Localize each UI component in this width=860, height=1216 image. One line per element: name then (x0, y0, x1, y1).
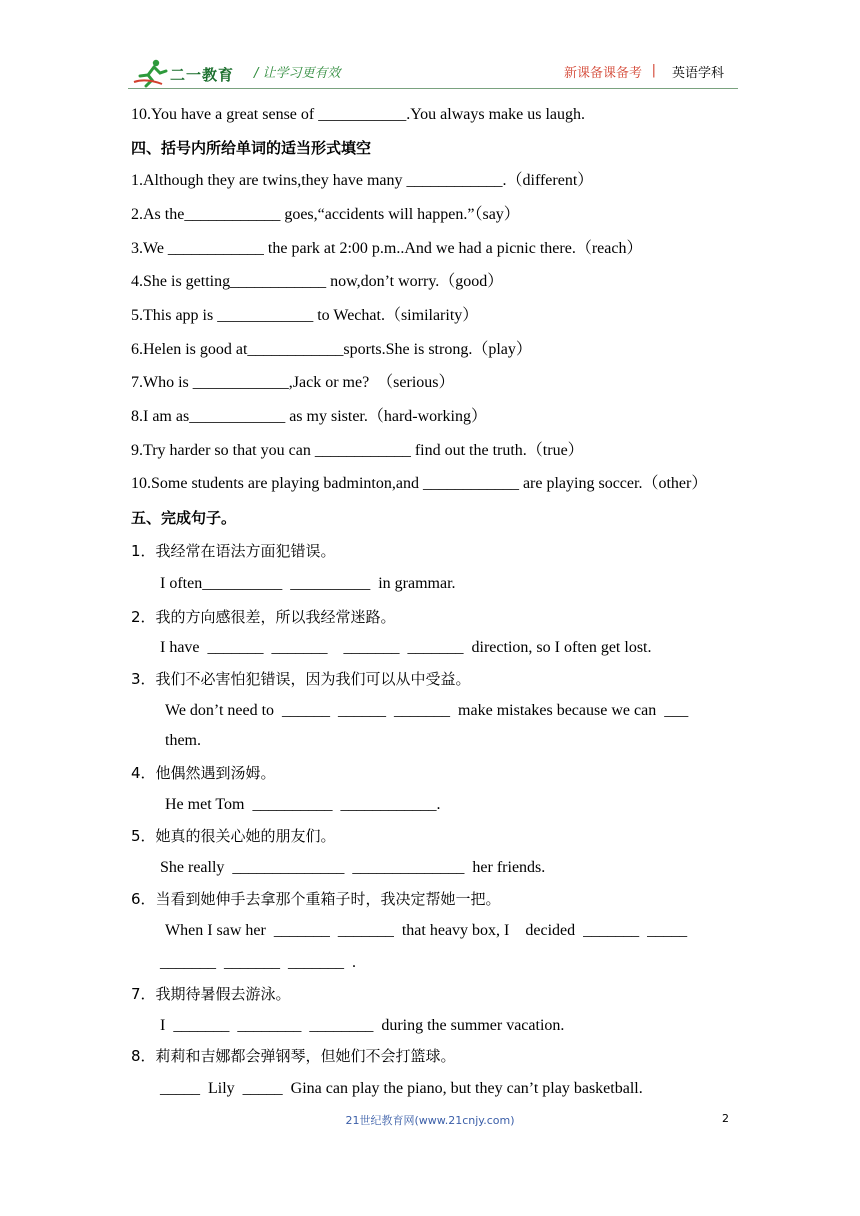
text-line: 6．当看到她伸手去拿那个重箱子时，我决定帮她一把。 (131, 890, 501, 908)
section-heading: 四、括号内所给单词的适当形式填空 (131, 139, 372, 157)
text-line: 1.Although they are twins,they have many ____________.（different） (131, 172, 594, 189)
text-line: He met Tom __________ ____________. (165, 796, 441, 813)
text-line: 3．我们不必害怕犯错误，因为我们可以从中受益。 (131, 670, 471, 688)
header-tagline: 新课备课备考 (563, 66, 642, 81)
text-line: 1．我经常在语法方面犯错误。 (131, 542, 336, 560)
page-header (128, 56, 738, 90)
text-line: 8.I am as____________ as my sister.（hard-working） (131, 408, 487, 425)
header-subject: 英语学科 (671, 66, 724, 81)
text-line: 7.Who is ____________,Jack or me? （serious） (131, 374, 455, 391)
text-line: 4.She is getting____________ now,don’t worry.（good） (131, 273, 504, 290)
text-line: 8．莉莉和吉娜都会弹钢琴，但她们不会打篮球。 (131, 1047, 456, 1065)
text-line: 2.As the____________ goes,“accidents will happen.”（say） (131, 206, 520, 223)
text-line: 2．我的方向感很差，所以我经常迷路。 (131, 608, 396, 626)
page-number: 2 (722, 1112, 729, 1125)
logo (132, 58, 244, 88)
text-line: I have _______ _______ _______ _______ direction, so I often get lost. (160, 639, 652, 656)
text-line: 9.Try harder so that you can ____________ find out the truth.（true） (131, 442, 584, 459)
header-slogan: / 让学习更有效 (254, 66, 341, 81)
text-line: 5．她真的很关心她的朋友们。 (131, 827, 336, 845)
logo-text: 二一教育 (170, 66, 235, 84)
text-line: 4．他偶然遇到汤姆。 (131, 764, 276, 782)
section-heading: 五、完成句子。 (131, 509, 237, 527)
text-line: When I saw her _______ _______ that heavy box, I decided _______ _____ (165, 922, 688, 939)
text-line: _____ Lily _____ Gina can play the piano, but they can’t play basketball. (160, 1080, 643, 1097)
text-line: 10.You have a great sense of ___________.You always make us laugh. (131, 106, 586, 123)
text-line: them. (165, 732, 201, 749)
text-line: 5.This app is ____________ to Wechat.（similarity） (131, 307, 479, 324)
text-line: 10.Some students are playing badminton,and ____________ are playing soccer.（other） (131, 475, 708, 492)
text-line: I often__________ __________ in grammar. (160, 575, 456, 592)
header-rule (128, 88, 738, 89)
text-line: We don’t need to ______ ______ _______ make mistakes because we can ___ (165, 702, 689, 719)
text-line: _______ _______ _______ . (160, 954, 356, 971)
text-line: 3.We ____________ the park at 2:00 p.m..And we had a picnic there.（reach） (131, 240, 643, 257)
text-line: 6.Helen is good at____________sports.She is strong.（play） (131, 341, 532, 358)
runner-logo-icon (132, 58, 172, 88)
footer-site: 21世纪教育网(www.21cnjy.com) (345, 1114, 515, 1127)
text-line: She really ______________ ______________ her friends. (160, 859, 546, 876)
text-line: 7．我期待暑假去游泳。 (131, 985, 291, 1003)
header-divider: | (651, 63, 656, 78)
text-line: I _______ ________ ________ during the summer vacation. (160, 1017, 565, 1034)
